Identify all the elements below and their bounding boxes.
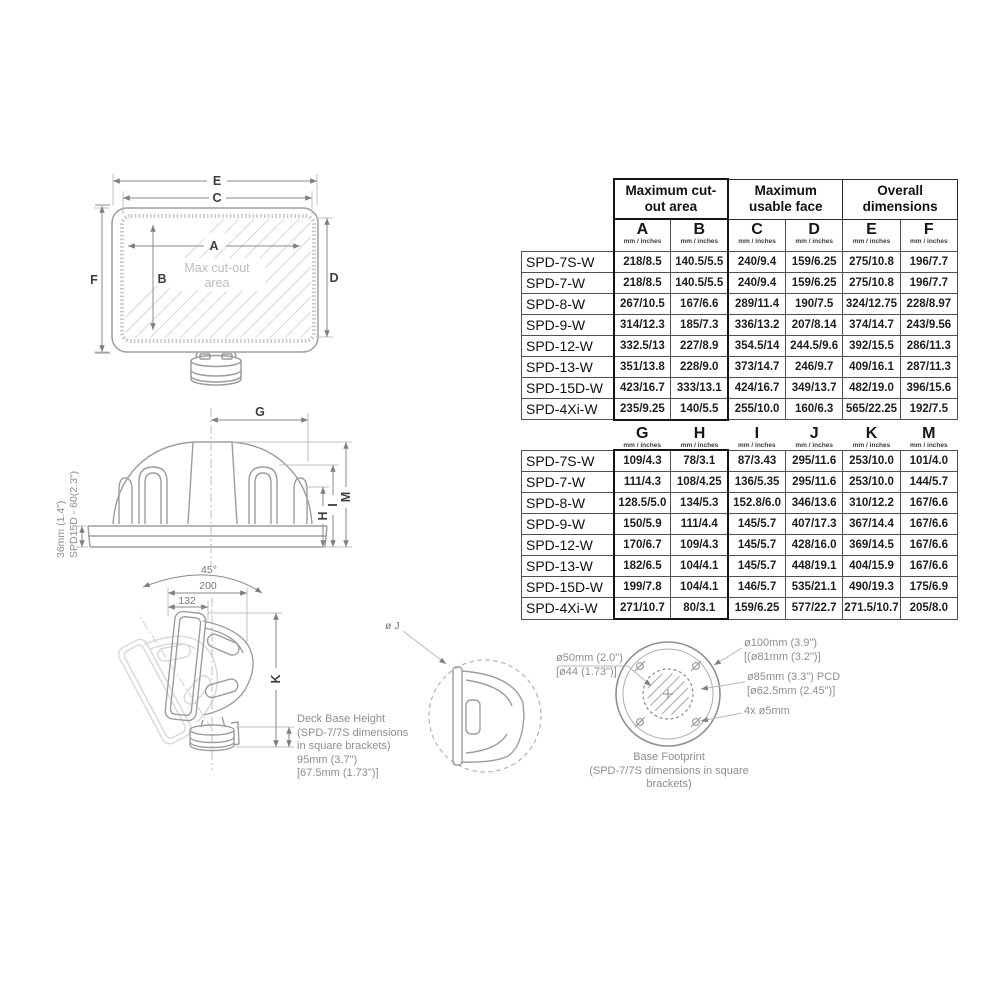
value-cell: 271.5/10.7	[843, 598, 900, 620]
value-cell: 146/5.7	[728, 577, 785, 598]
value-cell: 253/10.0	[843, 472, 900, 493]
value-cell: 87/3.43	[728, 450, 785, 472]
model-cell: SPD-15D-W	[522, 577, 614, 598]
unit-label: mm / inches	[623, 442, 661, 449]
column-letter: I	[754, 425, 760, 442]
value-cell: 367/14.4	[843, 514, 900, 535]
value-cell: 140.5/5.5	[671, 272, 728, 293]
table-row	[522, 598, 958, 620]
unit-label: mm / inches	[738, 237, 776, 245]
value-cell: 396/15.6	[900, 377, 957, 398]
angle-label: 45°	[201, 564, 217, 576]
value-cell: 167/6.6	[900, 535, 957, 556]
value-cell: 205/8.0	[900, 598, 957, 620]
table-row	[522, 514, 958, 535]
value-cell: 271/10.7	[614, 598, 671, 620]
value-cell: 346/13.6	[785, 493, 842, 514]
note-line: ø50mm (2.0")	[556, 652, 623, 664]
note-line: [ø44 (1.73")]	[556, 665, 617, 678]
value-cell: 182/6.5	[614, 556, 671, 577]
side-view-drawing	[88, 408, 327, 566]
value-cell: 199/7.8	[614, 577, 671, 598]
side-view-dimensions	[76, 413, 352, 547]
column-header-f	[900, 219, 957, 251]
dim-label-a: A	[209, 239, 219, 253]
value-cell: 190/7.5	[785, 293, 842, 314]
unit-label: mm / inches	[795, 237, 833, 245]
value-cell: 145/5.7	[728, 535, 785, 556]
model-cell: SPD-15D-W	[522, 377, 614, 398]
column-letter: C	[751, 220, 763, 238]
value-cell: 228/8.97	[900, 293, 957, 314]
flush-mount-depth-note	[55, 426, 81, 558]
value-cell: 373/14.7	[728, 356, 785, 377]
column-header-i	[728, 423, 785, 450]
caption-line: brackets)	[646, 778, 692, 790]
empty-corner-cell	[522, 179, 614, 219]
model-cell: SPD-13-W	[522, 356, 614, 377]
base-footprint-caption	[584, 751, 754, 792]
note-line: Deck Base Height	[297, 713, 386, 725]
table-row	[522, 556, 958, 577]
column-header-h	[671, 423, 728, 450]
value-cell: 167/6.6	[900, 514, 957, 535]
value-cell: 409/16.1	[843, 356, 900, 377]
tilt-view-drawing	[106, 598, 253, 770]
note-line: ø100mm (3.9")	[744, 637, 817, 649]
value-cell: 336/13.2	[728, 314, 785, 335]
value-cell: 490/19.3	[843, 577, 900, 598]
model-cell: SPD-7S-W	[522, 251, 614, 272]
unit-label: mm / inches	[910, 237, 948, 245]
table-row	[522, 493, 958, 514]
column-header-b	[671, 219, 728, 251]
column-letter: F	[923, 220, 934, 238]
caption-line: Base Footprint	[633, 751, 705, 763]
value-cell: 227/8.9	[671, 335, 728, 356]
dim-label-f: F	[90, 273, 98, 287]
table-row	[522, 314, 958, 335]
value-cell: 170/6.7	[614, 535, 671, 556]
value-cell: 167/6.6	[900, 493, 957, 514]
value-cell: 240/9.4	[728, 251, 785, 272]
value-cell: 196/7.7	[900, 272, 957, 293]
table-row	[522, 577, 958, 598]
note-line: SPD15D - 60(2.3")	[67, 470, 80, 558]
cutout-area-text: area	[204, 276, 230, 290]
center-cross	[663, 689, 673, 699]
note-line: [ø62.5mm (2.45")]	[747, 684, 836, 697]
column-letter: B	[693, 221, 706, 238]
model-cell: SPD-7S-W	[522, 450, 614, 472]
value-cell: 145/5.7	[728, 556, 785, 577]
value-cell: 535/21.1	[785, 577, 842, 598]
dim-label-k: K	[269, 674, 283, 684]
value-cell: 104/4.1	[671, 577, 728, 598]
value-cell: 218/8.5	[614, 251, 671, 272]
group-header-max-usable-face: Maximum usable face	[728, 179, 843, 219]
note-line: in square brackets)	[297, 740, 391, 752]
value-cell: 253/10.0	[843, 450, 900, 472]
value-cell: 101/4.0	[900, 450, 957, 472]
side-view-labels	[255, 405, 353, 521]
value-cell: 152.8/6.0	[728, 493, 785, 514]
value-cell: 160/6.3	[785, 398, 842, 420]
unit-label: mm / inches	[910, 442, 948, 449]
value-cell: 289/11.4	[728, 293, 785, 314]
unit-label: mm / inches	[680, 442, 719, 449]
model-cell: SPD-7-W	[522, 272, 614, 293]
deck-base-height-note	[297, 713, 408, 781]
value-cell: 134/5.3	[671, 493, 728, 514]
column-header-row	[522, 219, 958, 251]
column-header-e	[843, 219, 900, 251]
unit-label: mm / inches	[623, 238, 662, 245]
dimension-table-ghijkm	[521, 423, 958, 620]
dim-label-e: E	[212, 174, 222, 188]
group-header-max-cutout-area: Maximum cut-out area	[614, 179, 729, 219]
footprint-outer-diameter-label	[744, 637, 821, 664]
value-cell: 111/4.3	[614, 472, 671, 493]
model-cell: SPD-12-W	[522, 335, 614, 356]
value-cell: 207/8.14	[785, 314, 842, 335]
value-cell: 144/5.7	[900, 472, 957, 493]
model-cell: SPD-9-W	[522, 514, 614, 535]
value-cell: 324/12.75	[843, 293, 900, 314]
value-cell: 150/5.9	[614, 514, 671, 535]
value-cell: 175/6.9	[900, 577, 957, 598]
display-side-profile	[164, 611, 253, 722]
value-cell: 286/11.3	[900, 335, 957, 356]
value-cell: 565/22.25	[843, 398, 900, 420]
unit-label: mm / inches	[852, 237, 891, 245]
value-cell: 167/6.6	[671, 293, 728, 314]
unit-label: mm / inches	[680, 238, 719, 245]
value-cell: 255/10.0	[728, 398, 785, 420]
column-header-a	[614, 219, 671, 251]
value-cell: 218/8.5	[614, 272, 671, 293]
model-cell: SPD-12-W	[522, 535, 614, 556]
note-line: 95mm (3.7")	[297, 753, 358, 766]
dim-label-b: B	[157, 272, 167, 286]
value-cell: 228/9.0	[671, 356, 728, 377]
table1-body	[522, 251, 958, 420]
value-cell: 235/9.25	[614, 398, 671, 420]
dim-label-200: 200	[199, 580, 217, 592]
value-cell: 159/6.25	[728, 598, 785, 620]
value-cell: 246/9.7	[785, 356, 842, 377]
dim-label-d: D	[329, 271, 339, 285]
value-cell: 108/4.25	[671, 472, 728, 493]
column-header-g	[614, 423, 671, 450]
footprint-bolt-holes-label	[744, 705, 790, 719]
column-letter: A	[636, 221, 649, 238]
value-cell: 448/19.1	[785, 556, 842, 577]
table-row	[522, 472, 958, 493]
value-cell: 145/5.7	[728, 514, 785, 535]
unit-label: mm / inches	[795, 442, 833, 449]
unit-label: mm / inches	[852, 442, 891, 449]
j-diameter-view	[385, 620, 541, 772]
spec-table-1	[521, 178, 958, 421]
value-cell: 78/3.1	[671, 450, 728, 472]
note-line: 4x ø5mm	[744, 705, 790, 717]
column-letter: H	[693, 425, 706, 442]
column-letter: D	[808, 220, 820, 238]
empty-corner-cell	[522, 219, 614, 251]
value-cell: 140/5.5	[671, 398, 728, 420]
value-cell: 140.5/5.5	[671, 251, 728, 272]
value-cell: 128.5/5.0	[614, 493, 671, 514]
value-cell: 482/19.0	[843, 377, 900, 398]
dim-label-i: I	[326, 503, 340, 507]
value-cell: 428/16.0	[785, 535, 842, 556]
tilt-base	[190, 717, 239, 751]
column-header-k	[843, 423, 900, 450]
value-cell: 392/15.5	[843, 335, 900, 356]
note-line: [67.5mm (1.73")]	[297, 767, 379, 779]
value-cell: 349/13.7	[785, 377, 842, 398]
column-letter: K	[865, 425, 878, 442]
model-cell: SPD-13-W	[522, 556, 614, 577]
value-cell: 424/16.7	[728, 377, 785, 398]
spec-table-2	[521, 423, 958, 620]
value-cell: 196/7.7	[900, 251, 957, 272]
caption-line: (SPD-7/7S dimensions in square	[589, 764, 749, 777]
cutout-area-text: Max cut-out	[184, 261, 250, 275]
value-cell: 109/4.3	[671, 535, 728, 556]
model-cell: SPD-9-W	[522, 314, 614, 335]
dim-label-m: M	[339, 491, 353, 503]
dim-label-c: C	[212, 191, 222, 205]
model-cell: SPD-7-W	[522, 472, 614, 493]
value-cell: 295/11.6	[785, 472, 842, 493]
column-letter: E	[866, 220, 877, 238]
value-cell: 314/12.3	[614, 314, 671, 335]
dimension-table-cutout-face-overall	[521, 178, 958, 421]
dim-label-132: 132	[178, 595, 196, 607]
value-cell: 369/14.5	[843, 535, 900, 556]
value-cell: 333/13.1	[671, 377, 728, 398]
table-row	[522, 535, 958, 556]
value-cell: 351/13.8	[614, 356, 671, 377]
value-cell: 310/12.2	[843, 493, 900, 514]
value-cell: 287/11.3	[900, 356, 957, 377]
group-header-row	[522, 179, 958, 219]
value-cell: 244.5/9.6	[785, 335, 842, 356]
group-header-overall-dimensions: Overall dimensions	[843, 179, 958, 219]
model-cell: SPD-4Xi-W	[522, 398, 614, 420]
value-cell: 111/4.4	[671, 514, 728, 535]
dim-label-h: H	[316, 511, 330, 521]
hatch-lines	[95, 208, 445, 348]
note-line: ø85mm (3.3") PCD	[747, 671, 841, 683]
column-header-d	[785, 219, 842, 251]
value-cell: 577/22.7	[785, 598, 842, 620]
column-header-c	[728, 219, 785, 251]
value-cell: 423/16.7	[614, 377, 671, 398]
value-cell: 167/6.6	[900, 556, 957, 577]
footprint-pcd-label	[747, 671, 840, 698]
value-cell: 275/10.8	[843, 272, 900, 293]
value-cell: 136/5.35	[728, 472, 785, 493]
value-cell: 80/3.1	[671, 598, 728, 620]
value-cell: 192/7.5	[900, 398, 957, 420]
value-cell: 109/4.3	[614, 450, 671, 472]
value-cell: 404/15.9	[843, 556, 900, 577]
column-header-row	[522, 423, 958, 450]
value-cell: 240/9.4	[728, 272, 785, 293]
table-row	[522, 293, 958, 314]
column-header-m	[900, 423, 957, 450]
value-cell: 295/11.6	[785, 450, 842, 472]
column-letter: G	[635, 425, 649, 442]
column-header-j	[785, 423, 842, 450]
tilt-view-labels	[178, 564, 283, 684]
footprint-inner-diameter-label	[556, 652, 623, 679]
model-cell: SPD-8-W	[522, 493, 614, 514]
note-line: (SPD-7/7S dimensions	[297, 726, 409, 739]
model-cell: SPD-4Xi-W	[522, 598, 614, 620]
value-cell: 354.5/14	[728, 335, 785, 356]
value-cell: 267/10.5	[614, 293, 671, 314]
value-cell: 374/14.7	[843, 314, 900, 335]
model-cell: SPD-8-W	[522, 293, 614, 314]
empty-corner-cell	[522, 423, 614, 450]
table-row	[522, 251, 958, 272]
table-row	[522, 335, 958, 356]
value-cell: 159/6.25	[785, 251, 842, 272]
value-cell: 159/6.25	[785, 272, 842, 293]
dim-label-g: G	[255, 405, 265, 419]
note-line: 36mm (1.4")	[55, 500, 67, 558]
note-line: [(ø81mm (3.2")]	[744, 650, 821, 663]
unit-label: mm / inches	[738, 442, 776, 449]
column-letter: J	[809, 425, 819, 442]
value-cell: 275/10.8	[843, 251, 900, 272]
column-letter: M	[922, 425, 936, 442]
table-row	[522, 377, 958, 398]
value-cell: 243/9.56	[900, 314, 957, 335]
value-cell: 185/7.3	[671, 314, 728, 335]
table-row	[522, 272, 958, 293]
front-view-drawing	[95, 208, 445, 385]
table-row	[522, 450, 958, 472]
j-diameter-label: ø J	[385, 620, 400, 632]
table-row	[522, 398, 958, 420]
value-cell: 407/17.3	[785, 514, 842, 535]
value-cell: 332.5/13	[614, 335, 671, 356]
mount-knob	[191, 352, 241, 385]
table2-body	[522, 450, 958, 619]
table-row	[522, 356, 958, 377]
value-cell: 104/4.1	[671, 556, 728, 577]
